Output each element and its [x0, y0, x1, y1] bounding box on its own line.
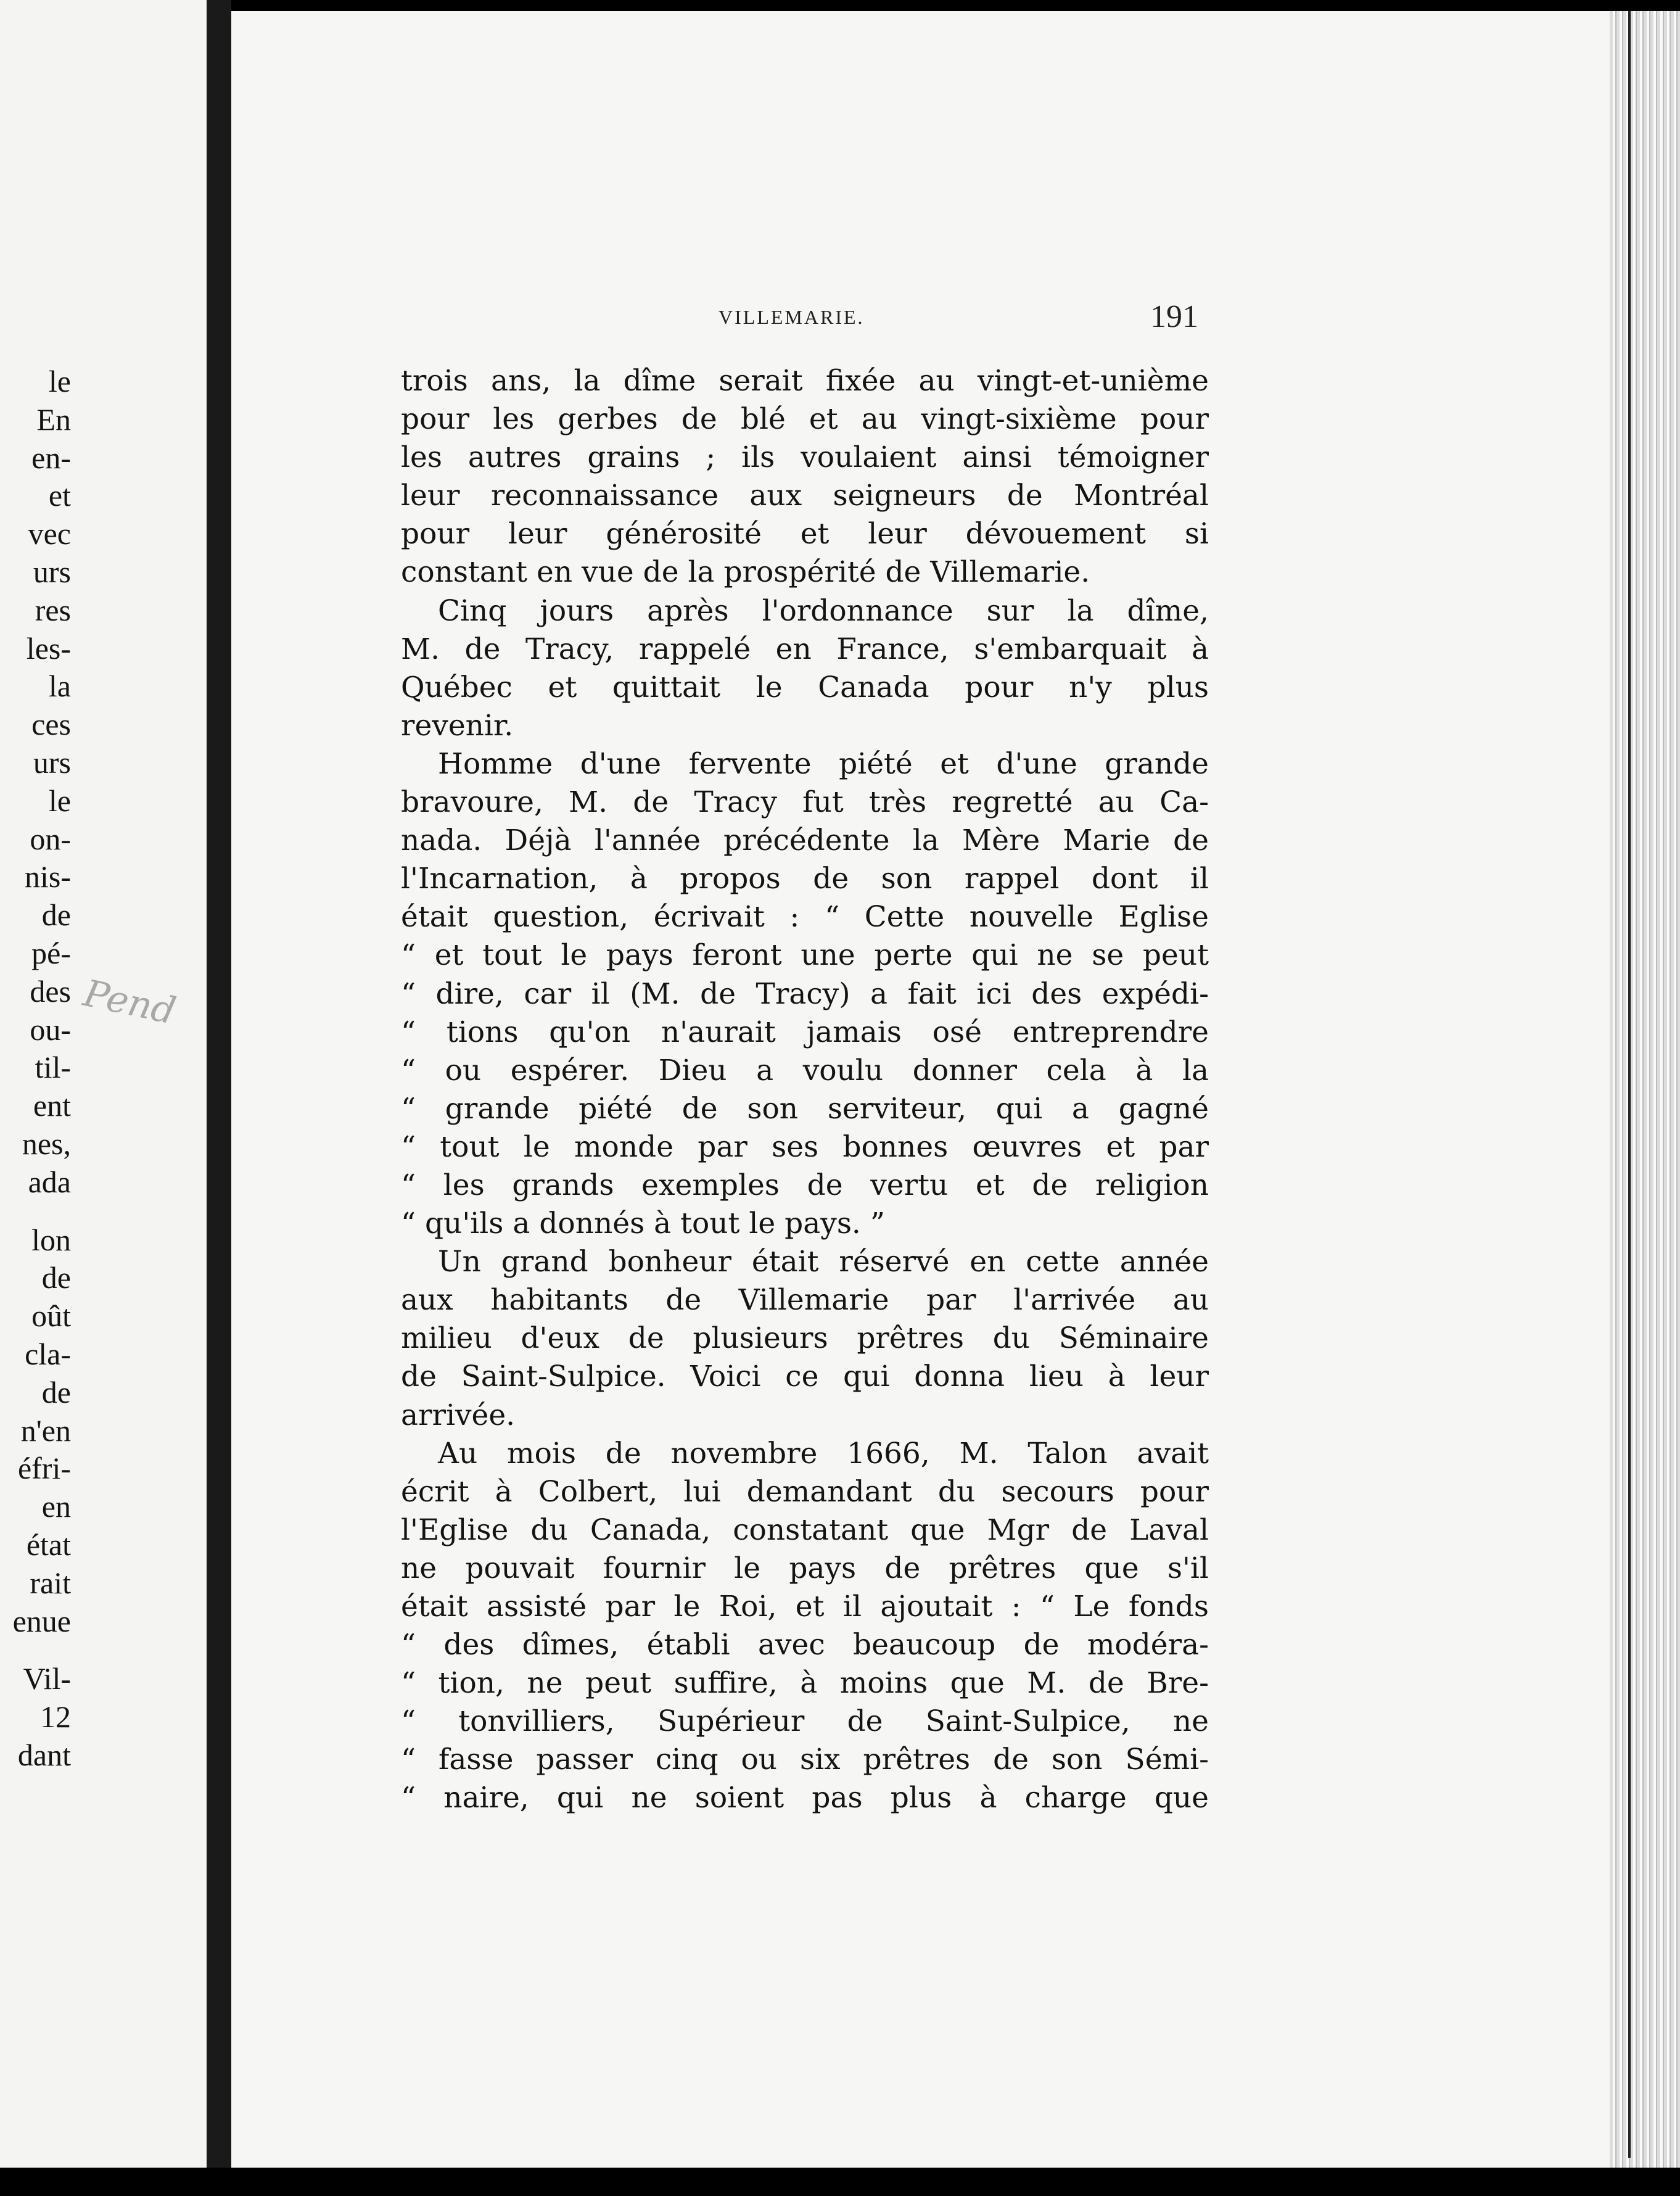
- text-line: “ tonvilliers, Supérieur de Saint-Sulpice, ne: [401, 1704, 1209, 1739]
- text-line: “ naire, qui ne soient pas plus à charge que: [401, 1781, 1209, 1815]
- left-fragment: on-: [30, 821, 71, 856]
- left-fragment: ces: [31, 707, 71, 742]
- left-fragment: les-: [26, 630, 71, 666]
- left-fragment: lon: [31, 1222, 71, 1257]
- left-fragment: la: [48, 669, 71, 704]
- text-line: aux habitants de Villemarie par l'arrivée au: [401, 1283, 1209, 1318]
- left-fragment: urs: [33, 554, 71, 589]
- text-line: “ qu'ils a donnés à tout le pays. ”: [401, 1207, 885, 1241]
- left-fragment: de: [41, 1374, 71, 1410]
- book-gutter: [207, 0, 231, 2168]
- left-fragment: de: [41, 1260, 71, 1295]
- left-fragment: ent: [33, 1088, 71, 1123]
- left-fragment: rait: [30, 1565, 71, 1600]
- text-line: Au mois de novembre 1666, M. Talon avait: [438, 1436, 1209, 1471]
- text-line: “ des dîmes, établi avec beaucoup de modéra-: [401, 1628, 1209, 1662]
- page-number: 191: [1150, 299, 1198, 334]
- left-fragment: vec: [28, 516, 71, 551]
- text-line: de Saint-Sulpice. Voici ce qui donna lieu à leur: [401, 1360, 1209, 1394]
- left-fragment: urs: [33, 745, 71, 780]
- text-line: Homme d'une fervente piété et d'une grande: [438, 746, 1209, 781]
- text-line: pour leur générosité et leur dévouement si: [401, 517, 1209, 551]
- page-edges: [1610, 11, 1680, 2196]
- text-line: “ fasse passer cinq ou six prêtres de son Sémi-: [401, 1743, 1209, 1777]
- text-line: écrit à Colbert, lui demandant du secours pour: [401, 1474, 1209, 1509]
- left-fragment: En: [36, 402, 71, 437]
- text-line: revenir.: [401, 708, 514, 743]
- left-fragment: ada: [28, 1164, 71, 1199]
- left-fragment: le: [48, 364, 71, 398]
- text-line: trois ans, la dîme serait fixée au vingt-et-unième: [401, 364, 1209, 398]
- left-page-fragments: [0, 363, 71, 1775]
- text-line: leur reconnaissance aux seigneurs de Montréal: [401, 479, 1209, 513]
- left-fragment: en-: [31, 440, 71, 475]
- page-edge-shadow: [1628, 11, 1631, 2158]
- running-head: VILLEMARIE.: [719, 306, 865, 328]
- text-line: “ ou espérer. Dieu a voulu donner cela à la: [401, 1053, 1209, 1088]
- text-line: constant en vue de la prospérité de Villemarie.: [401, 555, 1090, 590]
- text-line: bravoure, M. de Tracy fut très regretté au Ca-: [401, 785, 1209, 820]
- text-line: l'Eglise du Canada, constatant que Mgr de Laval: [401, 1513, 1209, 1547]
- text-line: “ tion, ne peut suffire, à moins que M. de Bre-: [401, 1666, 1209, 1701]
- text-line: pour les gerbes de blé et au vingt-sixième pour: [401, 402, 1209, 437]
- left-fragment: til-: [35, 1050, 71, 1085]
- scan-border: [0, 2168, 1680, 2196]
- text-line: l'Incarnation, à propos de son rappel dont il: [401, 862, 1209, 896]
- margin-pencil-note: Pend: [80, 972, 179, 1033]
- text-line: arrivée.: [401, 1398, 516, 1432]
- left-fragment: cla-: [25, 1336, 71, 1371]
- text-line: “ tions qu'on n'aurait jamais osé entreprendre: [401, 1015, 1209, 1049]
- left-fragment: res: [35, 592, 71, 627]
- text-line: était question, écrivait : “ Cette nouvelle Eglise: [401, 900, 1209, 935]
- text-line: “ et tout le pays feront une perte qui ne se peut: [401, 938, 1209, 973]
- text-line: les autres grains ; ils voulaient ainsi témoigner: [401, 440, 1209, 475]
- left-fragment: de: [41, 898, 71, 933]
- left-fragment: oût: [31, 1298, 71, 1334]
- left-fragment: des: [30, 973, 71, 1009]
- text-line: était assisté par le Roi, et il ajoutait : “ Le fonds: [401, 1590, 1209, 1624]
- left-fragment: et: [48, 478, 71, 513]
- left-fragment: Vil-: [23, 1661, 71, 1696]
- left-fragment: état: [26, 1527, 71, 1562]
- text-line: “ tout le monde par ses bonnes œuvres et par: [401, 1129, 1209, 1164]
- left-fragment: nes,: [22, 1126, 71, 1161]
- left-fragment: nis-: [25, 859, 71, 894]
- left-fragment: 12: [40, 1699, 71, 1735]
- text-line: Un grand bonheur était réservé en cette année: [438, 1245, 1209, 1279]
- text-line: “ grande piété de son serviteur, qui a gagné: [401, 1091, 1209, 1126]
- left-fragment: pé-: [31, 935, 71, 970]
- body-text: [401, 362, 1209, 1818]
- left-fragment: enue: [12, 1603, 71, 1638]
- left-fragment: dant: [17, 1737, 71, 1772]
- text-line: Québec et quittait le Canada pour n'y plus: [401, 670, 1209, 704]
- left-fragment: n'en: [20, 1413, 71, 1448]
- left-fragment: ou-: [30, 1012, 71, 1047]
- text-line: ne pouvait fournir le pays de prêtres que s'il: [401, 1551, 1209, 1585]
- text-line: “ les grands exemples de vertu et de religion: [401, 1168, 1209, 1202]
- left-page: [0, 0, 213, 2168]
- text-line: M. de Tracy, rappelé en France, s'embarquait à: [401, 632, 1209, 666]
- text-line: nada. Déjà l'année précédente la Mère Marie de: [401, 824, 1209, 858]
- text-line: “ dire, car il (M. de Tracy) a fait ici des expédi-: [401, 976, 1209, 1011]
- text-line: Cinq jours après l'ordonnance sur la dîme,: [438, 593, 1209, 628]
- left-fragment: le: [48, 783, 71, 818]
- left-fragment: éfri-: [17, 1451, 71, 1486]
- text-line: milieu d'eux de plusieurs prêtres du Séminaire: [401, 1321, 1209, 1356]
- left-fragment: en: [41, 1489, 71, 1524]
